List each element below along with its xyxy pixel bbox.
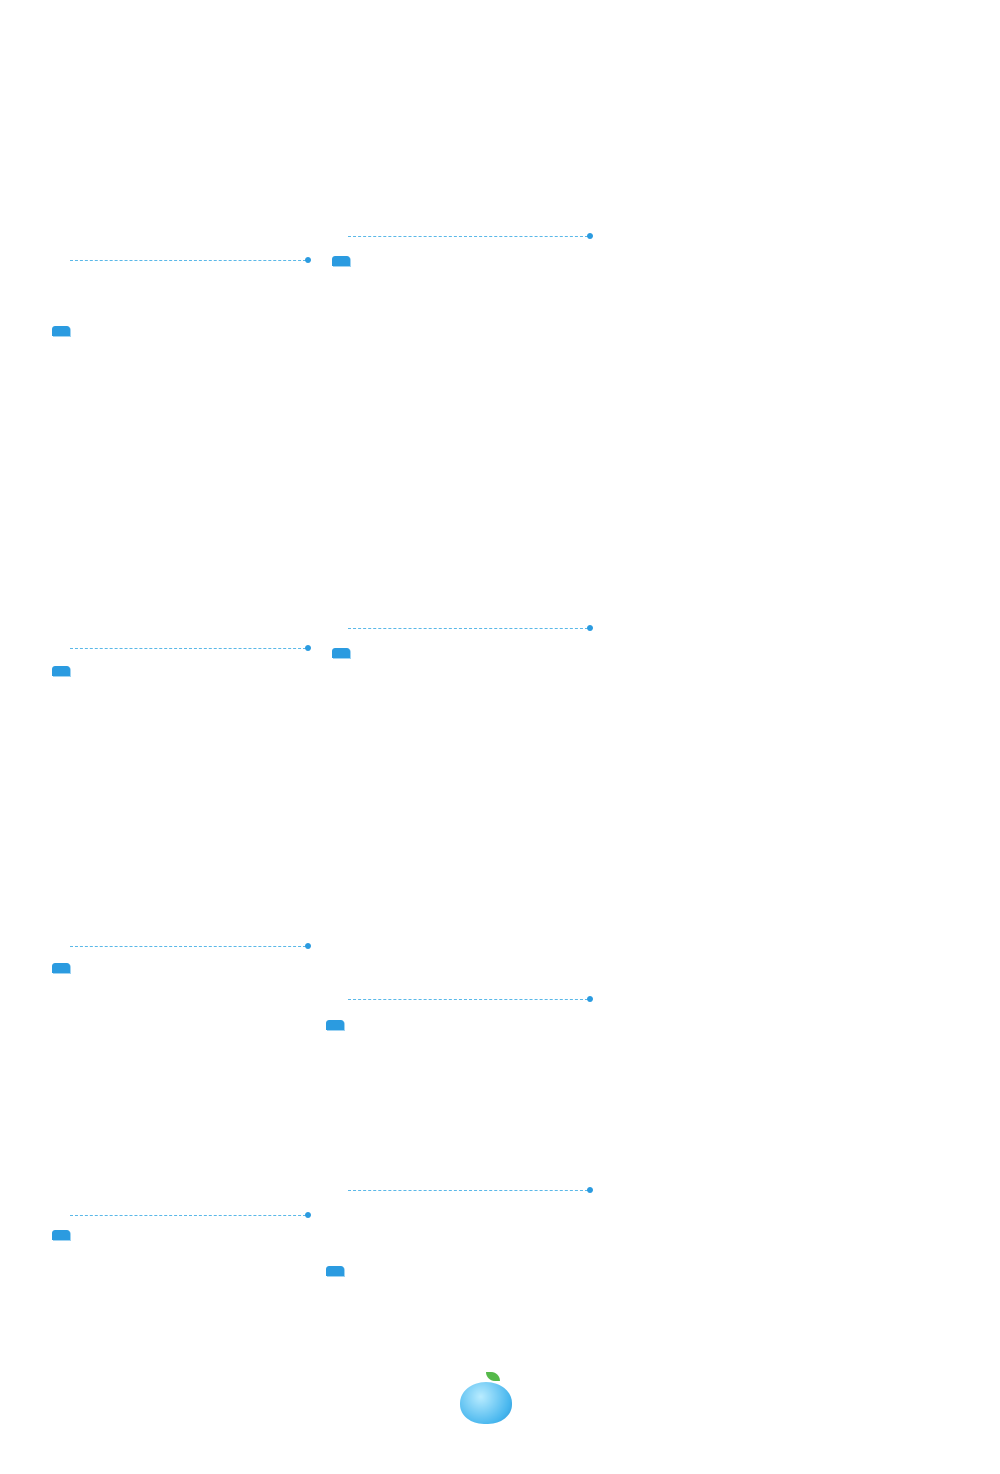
weekday-tab-wed xyxy=(52,963,70,973)
section-divider xyxy=(70,648,306,649)
weekday-tab-fri xyxy=(332,256,350,266)
section-divider xyxy=(348,1190,588,1191)
section-divider xyxy=(70,1215,306,1216)
weekday-tab-mon xyxy=(326,1266,344,1276)
weekday-tab-tue xyxy=(52,666,70,676)
apple-leaf-icon xyxy=(486,1372,500,1381)
weekday-tab-sun xyxy=(326,1020,344,1030)
section-divider xyxy=(70,260,306,261)
section-divider xyxy=(70,946,306,947)
apple-icon xyxy=(460,1382,512,1424)
watermark xyxy=(880,1378,998,1468)
section-divider xyxy=(348,628,588,629)
section-divider xyxy=(348,999,588,1000)
weekday-tab-sat xyxy=(332,648,350,658)
page-number-badge xyxy=(460,1378,512,1426)
section-divider xyxy=(348,236,588,237)
weekday-tab-thu xyxy=(52,1230,70,1240)
weekday-tab-mon xyxy=(52,326,70,336)
